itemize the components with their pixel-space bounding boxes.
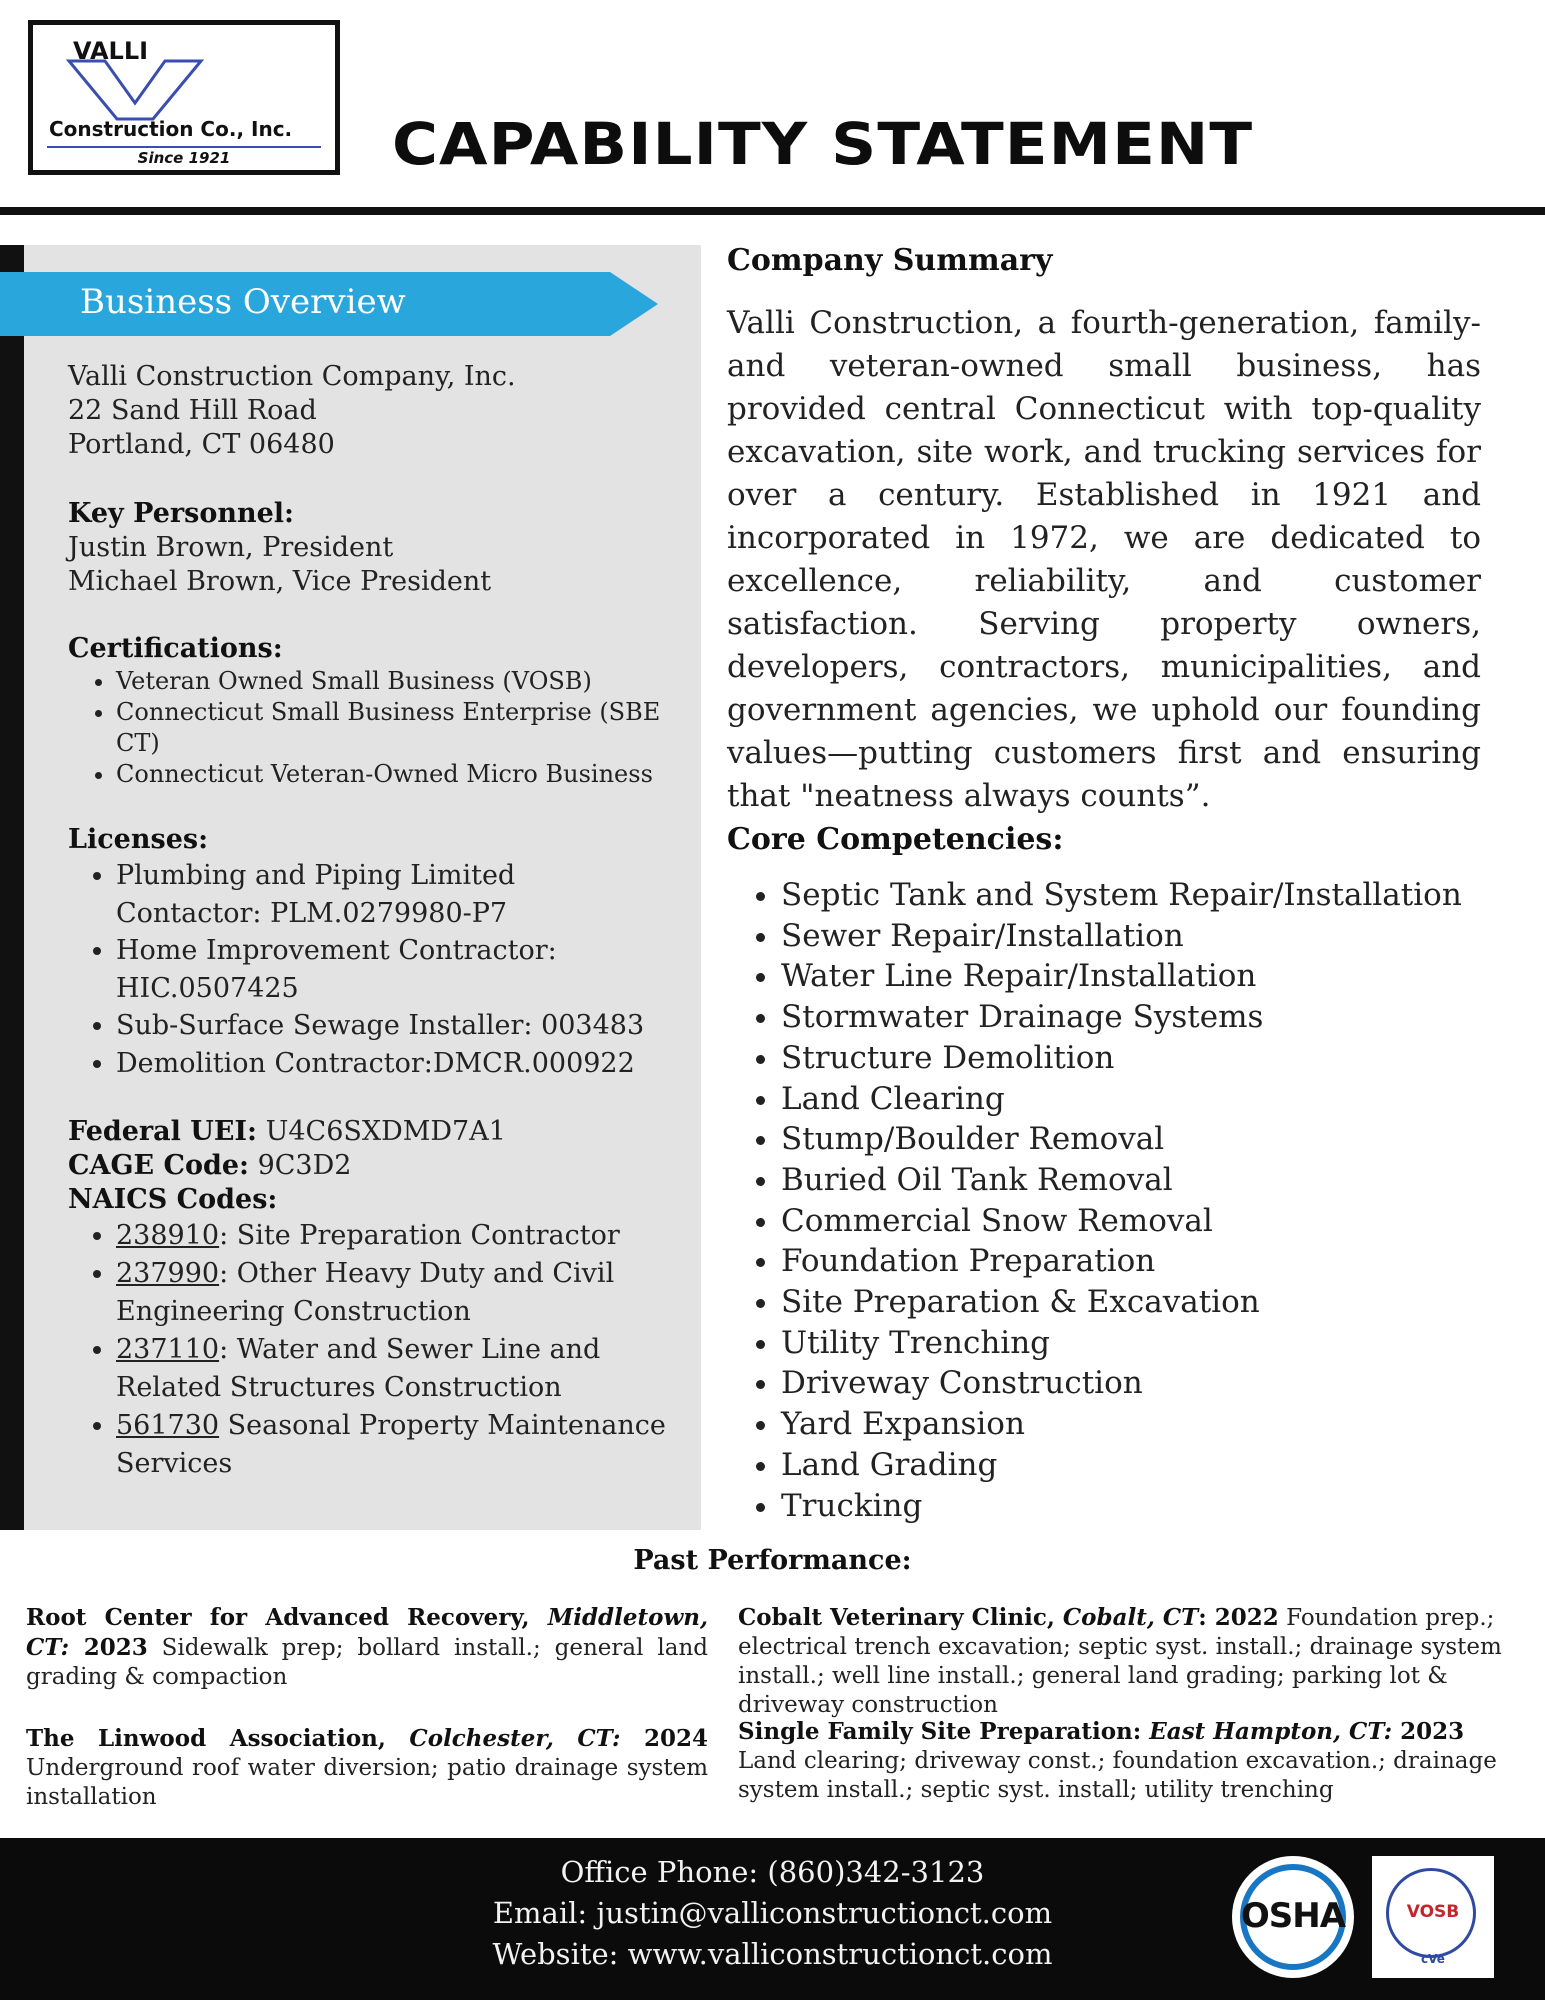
naics-code-link[interactable]: 237110 bbox=[116, 1334, 220, 1365]
naics-description: : Water and Sewer Line and Related Structures Construction bbox=[116, 1334, 601, 1403]
naics-code-link[interactable]: 238910 bbox=[116, 1220, 220, 1251]
core-competencies bbox=[727, 875, 1481, 1526]
license-item: • Sub-Surface Sewage Installer: 003483 bbox=[116, 1007, 668, 1045]
company-summary-text: Valli Construction, a fourth-generation, family- and veteran-owned small business, has provided central Connecticut with top-quality excavation, site work, and trucking services for over a century. Established in 1921 and incorporated in 1972, we are dedicated to excellence, reliability, and customer satisfaction. Serving property owners, developers, contractors, municipalities, and government agencies, we uphold our founding values—putting customers first and ensuring that "neatness always counts”. bbox=[727, 305, 1481, 814]
competency-item: • Driveway Construction bbox=[781, 1363, 1481, 1404]
competency-item: • Stump/Boulder Removal bbox=[781, 1119, 1481, 1160]
pp-client: Root Center for Advanced Recovery, bbox=[26, 1604, 548, 1631]
pp-year: : 2022 bbox=[1198, 1604, 1279, 1631]
page-title: CAPABILITY STATEMENT bbox=[392, 110, 1254, 178]
naics-item bbox=[116, 1255, 668, 1331]
pp-year: 2024 bbox=[620, 1725, 708, 1752]
pp-year: 2023 bbox=[1392, 1718, 1465, 1745]
personnel-item: Michael Brown, Vice President bbox=[68, 566, 492, 597]
pp-location: Middletown, CT: bbox=[26, 1604, 708, 1661]
competency-item: • Land Clearing bbox=[781, 1079, 1481, 1120]
certification-item: • Connecticut Small Business Enterprise (SBE CT) bbox=[116, 697, 668, 759]
competency-item: • Utility Trenching bbox=[781, 1323, 1481, 1364]
past-performance-entry bbox=[26, 1603, 708, 1692]
federal-uei-label: Federal UEI: bbox=[68, 1116, 258, 1147]
address-line: Portland, CT 06480 bbox=[68, 429, 335, 460]
licenses bbox=[68, 823, 668, 1082]
logo-name: VALLI bbox=[73, 37, 149, 65]
naics-item bbox=[116, 1331, 668, 1407]
website-link[interactable]: Website: www.valliconstructionct.com bbox=[492, 1937, 1053, 1971]
company-address bbox=[68, 360, 668, 462]
certifications-label: Certifications: bbox=[68, 633, 283, 664]
naics-description: : Site Preparation Contractor bbox=[219, 1220, 620, 1251]
competency-item: • Trucking bbox=[781, 1486, 1481, 1527]
competency-item: • Yard Expansion bbox=[781, 1404, 1481, 1445]
pp-description: Underground roof water diversion; patio drainage system installation bbox=[26, 1755, 708, 1810]
pp-description: Land clearing; driveway const.; foundation excavation.; drainage system install.; septic syst. install; utility trenching bbox=[738, 1748, 1497, 1803]
osha-logo-icon bbox=[1232, 1856, 1354, 1978]
core-competencies-heading: Core Competencies: bbox=[727, 822, 1064, 857]
competency-item: • Water Line Repair/Installation bbox=[781, 956, 1481, 997]
logo-v-icon bbox=[65, 59, 205, 121]
business-overview-heading: Business Overview bbox=[80, 282, 406, 322]
vosb-seal-icon bbox=[1372, 1856, 1494, 1978]
competency-item: • Commercial Snow Removal bbox=[781, 1201, 1481, 1242]
pp-location: Cobalt, CT bbox=[1062, 1604, 1199, 1631]
pp-description: Sidewalk prep; bollard install.; general land grading & compaction bbox=[26, 1635, 708, 1690]
competency-item: • Sewer Repair/Installation bbox=[781, 916, 1481, 957]
pp-client: Cobalt Veterinary Clinic, bbox=[738, 1604, 1063, 1631]
osha-badge-text: OSHA bbox=[1240, 1896, 1346, 1936]
naics-codes-label: NAICS Codes: bbox=[68, 1184, 278, 1215]
pp-client: The Linwood Association, bbox=[26, 1725, 410, 1752]
cage-code-label: CAGE Code: bbox=[68, 1150, 249, 1181]
past-performance-heading: Past Performance: bbox=[633, 1545, 912, 1576]
personnel-item: Justin Brown, President bbox=[68, 532, 394, 563]
pp-location: Colchester, CT: bbox=[409, 1725, 621, 1752]
header-divider bbox=[0, 207, 1545, 215]
pp-location: East Hampton, CT: bbox=[1149, 1718, 1393, 1745]
certification-item: • Veteran Owned Small Business (VOSB) bbox=[116, 666, 668, 697]
pp-client: Single Family Site Preparation: bbox=[738, 1718, 1150, 1745]
pp-year: 2023 bbox=[69, 1634, 148, 1661]
naics-description: Seasonal Property Maintenance Services bbox=[116, 1410, 666, 1479]
naics-description: : Other Heavy Duty and Civil Engineering Construction bbox=[116, 1258, 615, 1327]
competency-item: • Land Grading bbox=[781, 1445, 1481, 1486]
vosb-cve-text: cVe bbox=[1421, 1952, 1445, 1966]
past-performance-entry bbox=[738, 1717, 1508, 1805]
naics-item bbox=[116, 1217, 668, 1255]
left-accent-bar bbox=[0, 245, 24, 1530]
federal-uei bbox=[68, 1115, 668, 1149]
licenses-label: Licenses: bbox=[68, 824, 209, 855]
past-performance-entry bbox=[738, 1603, 1508, 1720]
key-personnel bbox=[68, 497, 668, 599]
competency-item: • Buried Oil Tank Removal bbox=[781, 1160, 1481, 1201]
license-item: • Plumbing and Piping Limited Contactor: PLM.0279980-P7 bbox=[116, 857, 668, 932]
competency-item: • Structure Demolition bbox=[781, 1038, 1481, 1079]
logo-divider bbox=[47, 146, 321, 148]
cage-code bbox=[68, 1149, 668, 1183]
competency-item: • Stormwater Drainage Systems bbox=[781, 997, 1481, 1038]
logo-company: Construction Co., Inc. bbox=[49, 117, 293, 141]
competency-item: • Site Preparation & Excavation bbox=[781, 1282, 1481, 1323]
license-item: • Home Improvement Contractor: HIC.0507425 bbox=[116, 932, 668, 1007]
naics-item bbox=[116, 1407, 668, 1483]
certifications bbox=[68, 632, 668, 790]
certification-item: • Connecticut Veteran-Owned Micro Business bbox=[116, 759, 668, 790]
vosb-badge-text: VOSB bbox=[1406, 1902, 1460, 1922]
office-phone[interactable]: Office Phone: (860)342-3123 bbox=[560, 1855, 985, 1889]
cage-code-value: 9C3D2 bbox=[257, 1150, 352, 1181]
logo-since: Since 1921 bbox=[137, 149, 231, 167]
company-logo bbox=[28, 20, 340, 175]
past-performance-entry bbox=[26, 1724, 708, 1812]
email-link[interactable]: Email: justin@valliconstructionct.com bbox=[492, 1896, 1053, 1930]
license-item: • Demolition Contractor:DMCR.000922 bbox=[116, 1045, 668, 1083]
naics-code-link[interactable]: 561730 bbox=[116, 1410, 220, 1441]
pp-description: Foundation prep.; electrical trench excavation; septic syst. install.; drainage system install.; well line install.; general land grading; parking lot & driveway construction bbox=[738, 1605, 1502, 1718]
key-personnel-label: Key Personnel: bbox=[68, 498, 294, 529]
address-line: Valli Construction Company, Inc. bbox=[68, 361, 516, 392]
naics-code-link[interactable]: 237990 bbox=[116, 1258, 220, 1289]
federal-uei-value: U4C6SXDMD7A1 bbox=[265, 1116, 506, 1147]
company-summary-heading: Company Summary bbox=[727, 243, 1053, 278]
competency-item: • Septic Tank and System Repair/Installation bbox=[781, 875, 1481, 916]
competency-item: • Foundation Preparation bbox=[781, 1241, 1481, 1282]
address-line: 22 Sand Hill Road bbox=[68, 395, 317, 426]
federal-identifiers bbox=[68, 1115, 668, 1483]
